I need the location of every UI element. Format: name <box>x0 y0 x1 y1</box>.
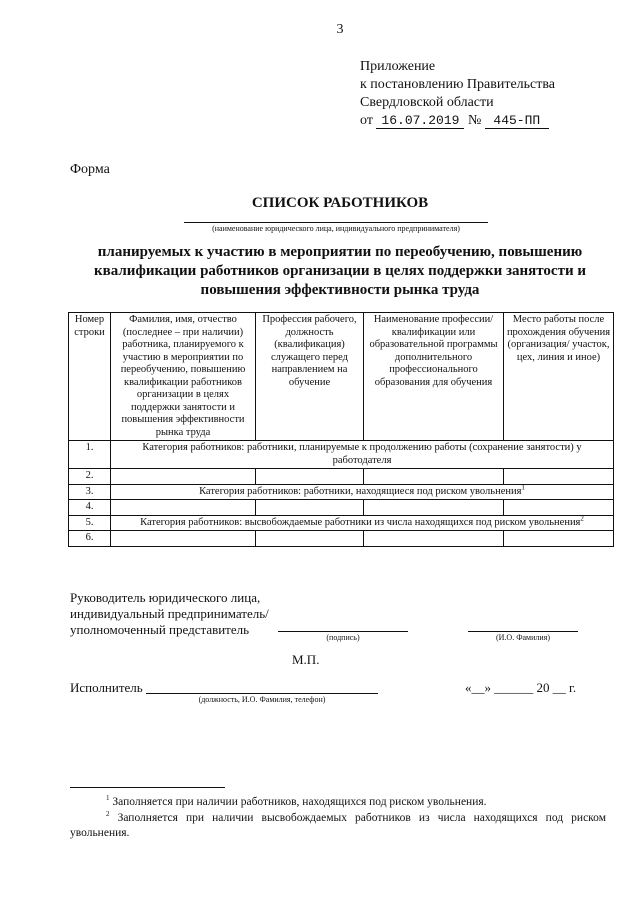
empty-cell <box>364 500 504 516</box>
footnote-2-text: Заполняется при наличии высвобождаемых работников из числа находящихся под риском увольнения. <box>70 812 606 839</box>
empty-cell <box>504 500 614 516</box>
header-cell-name: Фамилия, имя, отчество (последнее – при наличии) работника, планируемого к участию в мероприятии по переобучению, повышению квалификации работников организации в целях поддержки занятости и повышения эффективности рынка труда <box>111 313 256 441</box>
document-title: СПИСОК РАБОТНИКОВ <box>251 195 429 211</box>
appendix-date-line <box>360 112 555 130</box>
footnote-2-mark: 2 <box>106 810 110 819</box>
footnote-rule <box>70 787 225 788</box>
table-row <box>69 500 614 516</box>
executor-caption: (должность, И.О. Фамилия, телефон) <box>198 695 326 704</box>
table-row <box>69 515 614 531</box>
row-number: 5. <box>69 515 111 531</box>
table-header-row <box>69 313 614 441</box>
executor-line <box>146 692 378 694</box>
appendix-line-3: Свердловской области <box>360 95 494 110</box>
appendix-line-1: Приложение <box>360 59 436 74</box>
table-row <box>69 484 614 500</box>
org-name-line <box>184 220 488 223</box>
empty-cell <box>256 469 364 485</box>
table-row <box>69 441 614 469</box>
signer-line-1: Руководитель юридического лица, <box>70 590 261 605</box>
table-row <box>69 531 614 547</box>
header-cell-number: Номер строки <box>69 313 111 441</box>
empty-cell <box>364 469 504 485</box>
category-cell: Категория работников: работники, планируемые к продолжению работы (сохранение занятости) у работодателя <box>111 441 614 469</box>
executor-date: «__» ______ 20 __ г. <box>465 680 577 695</box>
decree-date: 16.07.2019 <box>376 114 464 129</box>
row-number: 2. <box>69 469 111 485</box>
category-text: Категория работников: высвобождаемые работники из числа находящихся под риском увольнения <box>140 516 581 528</box>
table-row <box>69 469 614 485</box>
header-cell-profession: Профессия рабочего, должность (квалификация) служащего перед направлением на обучение <box>256 313 364 441</box>
row-number: 4. <box>69 500 111 516</box>
category-cell <box>111 484 614 500</box>
form-label: Форма <box>70 162 110 177</box>
header-cell-workplace: Место работы после прохождения обучения (организация/ участок, цех, линия и иное) <box>504 313 614 441</box>
number-label: № <box>467 113 482 128</box>
empty-cell <box>504 469 614 485</box>
from-label: от <box>360 113 373 128</box>
row-number: 3. <box>69 484 111 500</box>
signer-line-2: индивидуальный предприниматель/ <box>70 606 269 621</box>
category-cell <box>111 515 614 531</box>
footnote-1 <box>106 796 487 808</box>
empty-cell <box>504 531 614 547</box>
footnote-1-text: Заполняется при наличии работников, находящихся под риском увольнения. <box>112 796 487 808</box>
empty-cell <box>111 500 256 516</box>
empty-cell <box>364 531 504 547</box>
category-text: Категория работников: работники, находящиеся под риском увольнения <box>199 485 522 497</box>
row-number: 6. <box>69 531 111 547</box>
signature-caption: (подпись) <box>326 633 360 642</box>
footnote-2 <box>70 811 606 841</box>
appendix-line-2: к постановлению Правительства <box>360 77 556 92</box>
signature-line <box>278 630 408 632</box>
page-number: 3 <box>336 22 344 37</box>
empty-cell <box>256 531 364 547</box>
org-name-caption: (наименование юридического лица, индивидуального предпринимателя) <box>212 224 460 233</box>
document-subtitle: планируемых к участию в мероприятии по переобучению, повышению квалификации работников организации в целях поддержки занятости и повышения эффективности рынка труда <box>94 244 586 298</box>
name-line <box>468 630 578 632</box>
workers-table <box>68 312 614 547</box>
empty-cell <box>111 531 256 547</box>
signer-line-3: уполномоченный представитель <box>70 622 250 637</box>
row-number: 1. <box>69 441 111 469</box>
stamp-place: М.П. <box>292 652 320 667</box>
footnote-ref: 2 <box>580 514 584 522</box>
footnote-1-mark: 1 <box>106 794 110 803</box>
signer-block <box>70 590 269 638</box>
executor-label: Исполнитель <box>70 680 143 695</box>
appendix-block <box>360 58 555 130</box>
empty-cell <box>111 469 256 485</box>
decree-number: 445-ПП <box>485 114 549 129</box>
name-caption: (И.О. Фамилия) <box>495 633 551 642</box>
empty-cell <box>256 500 364 516</box>
footnote-ref: 1 <box>521 483 525 491</box>
header-cell-program: Наименование профессии/квалификации или образовательной программы дополнительного профессионального образования для обучения <box>364 313 504 441</box>
